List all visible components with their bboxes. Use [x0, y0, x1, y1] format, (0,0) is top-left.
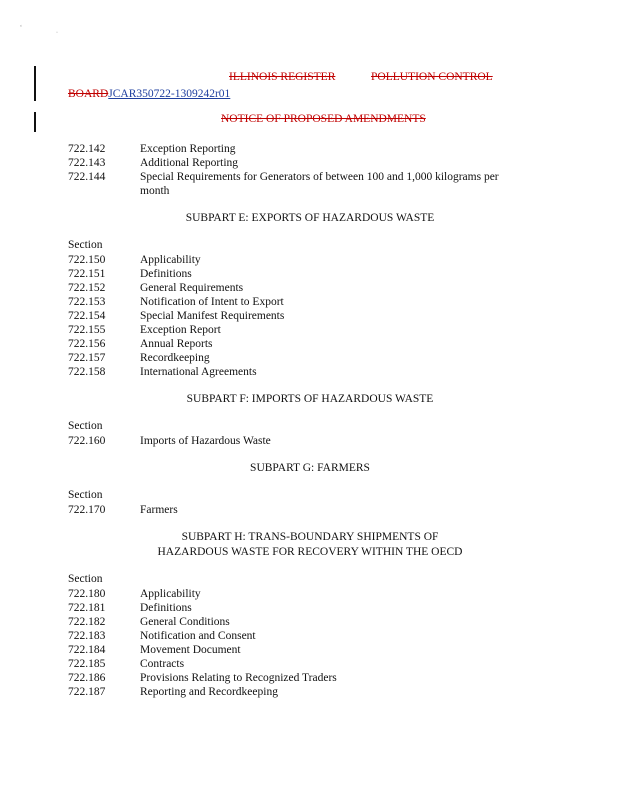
section-number: 722.143: [68, 157, 106, 169]
document-code: JCAR350722-1309242r01: [108, 88, 231, 100]
section-label: Section: [68, 420, 103, 432]
section-title: Definitions: [140, 268, 192, 280]
section-title: Provisions Relating to Recognized Traders: [140, 672, 337, 684]
section-number: 722.151: [68, 268, 106, 280]
section-title: General Conditions: [140, 616, 230, 628]
section-title: Applicability: [140, 254, 201, 266]
section-number: 722.187: [68, 686, 106, 698]
section-title: Imports of Hazardous Waste: [140, 435, 271, 447]
section-title: Annual Reports: [140, 338, 213, 350]
section-title: Special Manifest Requirements: [140, 310, 285, 322]
section-number: 722.156: [68, 338, 106, 350]
section-label: Section: [68, 239, 103, 251]
section-number: 722.170: [68, 504, 106, 516]
section-number: 722.183: [68, 630, 106, 642]
section-number: 722.150: [68, 254, 106, 266]
board-name: POLLUTION CONTROL: [371, 71, 493, 83]
section-title: Applicability: [140, 588, 201, 600]
section-number: 722.155: [68, 324, 106, 336]
section-number: 722.186: [68, 672, 106, 684]
section-title: Exception Report: [140, 324, 221, 336]
section-number: 722.185: [68, 658, 106, 670]
section-number: 722.182: [68, 616, 106, 628]
section-number: 722.184: [68, 644, 106, 656]
section-title: Notification of Intent to Export: [140, 296, 284, 308]
section-title: Farmers: [140, 504, 178, 516]
section-title: International Agreements: [140, 366, 257, 378]
subpart-g-heading: SUBPART G: FARMERS: [250, 462, 370, 474]
register-title: ILLINOIS REGISTER: [229, 71, 336, 83]
subpart-e-heading: SUBPART E: EXPORTS OF HAZARDOUS WASTE: [185, 212, 435, 224]
section-title: Reporting and Recordkeeping: [140, 686, 278, 698]
notice-title: NOTICE OF PROPOSED AMENDMENTS: [221, 113, 426, 125]
section-title: Exception Reporting: [140, 143, 236, 155]
scan-artifact: ‘: [20, 25, 22, 31]
section-label: Section: [68, 489, 103, 501]
toc-entry: [68, 170, 538, 200]
section-number: 722.181: [68, 602, 106, 614]
section-number: 722.152: [68, 282, 106, 294]
section-title: Movement Document: [140, 644, 241, 656]
header-line-2: [68, 88, 230, 100]
section-number: 722.158: [68, 366, 106, 378]
section-number: 722.180: [68, 588, 106, 600]
board-name-continued: BOARD: [68, 88, 109, 100]
scan-artifact: ·: [56, 30, 58, 36]
section-title: Contracts: [140, 658, 185, 670]
subpart-h-heading-line2: HAZARDOUS WASTE FOR RECOVERY WITHIN THE OECD: [157, 546, 463, 558]
subpart-h-heading-line1: SUBPART H: TRANS-BOUNDARY SHIPMENTS OF: [181, 531, 439, 543]
subpart-f-heading: SUBPART F: IMPORTS OF HAZARDOUS WASTE: [186, 393, 434, 405]
section-number: 722.160: [68, 435, 106, 447]
section-title: General Requirements: [140, 282, 244, 294]
section-label: Section: [68, 573, 103, 585]
section-number: 722.144: [68, 171, 106, 183]
section-title: Recordkeeping: [140, 352, 210, 364]
change-bar: [34, 66, 36, 101]
change-bar: [34, 112, 36, 132]
section-number: 722.154: [68, 310, 106, 322]
section-title: Definitions: [140, 602, 192, 614]
section-title: Additional Reporting: [140, 157, 239, 169]
section-title: Special Requirements for Generators of between 100 and 1,000 kilograms per month: [140, 171, 499, 197]
section-number: 722.157: [68, 352, 106, 364]
section-number: 722.153: [68, 296, 106, 308]
section-number: 722.142: [68, 143, 106, 155]
section-title: Notification and Consent: [140, 630, 256, 642]
